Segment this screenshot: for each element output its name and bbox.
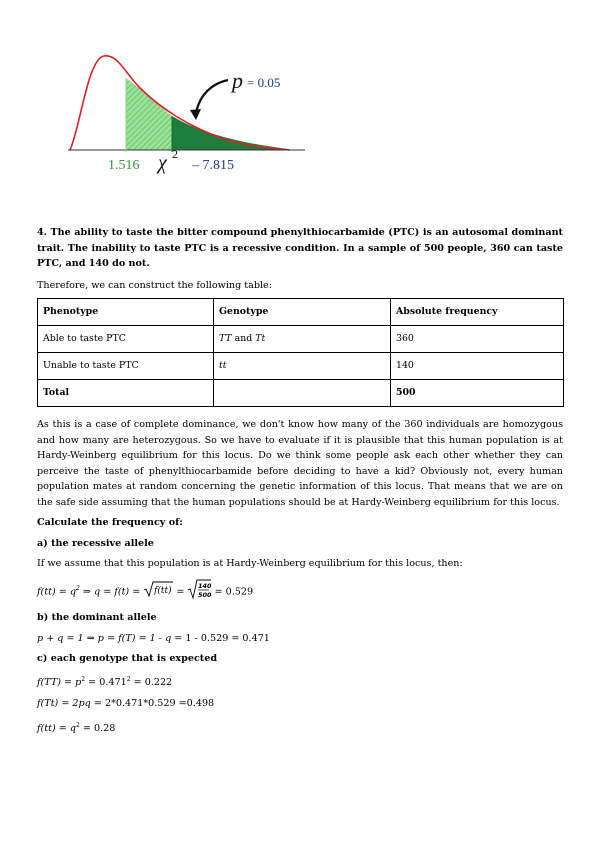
- cell-total-value: 500: [391, 380, 564, 407]
- eq-b-main: p + q = 1 ⇒ p = f(T) = 1 - q: [37, 632, 172, 644]
- cell-frequency: 360: [391, 326, 564, 353]
- header-phenotype: Phenotype: [38, 299, 214, 326]
- dark-shaded-region: [172, 116, 288, 150]
- frequency-table: [37, 298, 564, 407]
- eq-c2-rhs: = 2*0.471*0.529 =0.498: [90, 698, 215, 710]
- part-c-eq2: [37, 696, 563, 712]
- eq-c2-lhs: f(Tt) = 2pq: [37, 698, 91, 710]
- eq-c1-sup1: 2: [81, 675, 86, 683]
- cell-genotype: [214, 353, 391, 380]
- eq-b-result: = 1 - 0.529 = 0.471: [171, 632, 270, 644]
- document-body: [37, 225, 563, 736]
- part-a-equation: [37, 578, 563, 606]
- p-arrow-head: [190, 109, 201, 120]
- table-header-row: [38, 299, 564, 326]
- part-b-heading: b) the dominant allele: [37, 612, 157, 623]
- p-value: = 0.05: [247, 75, 281, 90]
- eq-a-sup: 2: [76, 584, 80, 592]
- part-a-text: If we assume that this population is at Hardy-Weinberg equilibrium for this locus, then:: [37, 558, 463, 569]
- cell-genotype: [214, 326, 391, 353]
- cell-total-label: Total: [38, 380, 214, 407]
- table-total-row: [38, 380, 564, 407]
- light-shaded-region: [126, 78, 172, 150]
- eq-c1-lhs: f(TT) = p: [37, 676, 82, 688]
- cell-total-empty: [214, 380, 391, 407]
- eq-c3-sup: 2: [76, 721, 80, 729]
- x-right-label: – 7.815: [192, 158, 234, 173]
- header-frequency: Absolute frequency: [391, 299, 564, 326]
- table-row: [38, 326, 564, 353]
- fraction-numerator: 140: [198, 581, 212, 590]
- part-c-eq1: [37, 672, 563, 691]
- chi-square-figure: [40, 28, 320, 178]
- part-c-heading: c) each genotype that is expected: [37, 653, 218, 664]
- eq-c1-rhs: = 0.471: [85, 676, 127, 688]
- p-arrow: [196, 80, 228, 112]
- part-a-heading: a) the recessive allele: [37, 537, 154, 549]
- chi-symbol: χ: [158, 152, 167, 174]
- table-intro: Therefore, we can construct the following table:: [37, 279, 272, 291]
- eq-a-mid: ⇒ q = f(t) =: [79, 585, 144, 597]
- eq-c3-rhs: = 0.28: [79, 722, 116, 734]
- cell-frequency: 140: [391, 353, 564, 380]
- genotype-het: Tt: [255, 333, 266, 345]
- sqrt-body: f(tt): [154, 585, 172, 596]
- cell-phenotype: Able to taste PTC: [38, 326, 214, 353]
- x-left-label: 1.516: [108, 158, 140, 173]
- part-b-equation: [37, 631, 563, 647]
- table-row: [38, 353, 564, 380]
- sqrt-ftt: [143, 580, 173, 604]
- p-symbol: p: [232, 68, 243, 93]
- eq-a-eq: =: [173, 585, 188, 597]
- eq-a-result: = 0.529: [211, 585, 254, 597]
- eq-c1-sup2: 2: [126, 675, 131, 683]
- fraction-denominator: 500: [198, 590, 212, 599]
- question-4: 4. The ability to taste the bitter compound phenylthiocarbamide (PTC) is an autosomal dominant trait. The inability to taste PTC is a recessive condition. In a sample of 500 people, 360 can taste PTC, and 140 do not.: [37, 227, 563, 269]
- header-genotype: Genotype: [214, 299, 391, 326]
- genotype-and: and: [231, 333, 256, 345]
- genotype-tt-dominant: TT: [219, 333, 232, 345]
- sqrt-fraction: [187, 578, 211, 606]
- eq-a-lhs: f(tt) = q: [37, 585, 77, 597]
- sqrt-fraction-icon: [187, 578, 211, 600]
- cell-phenotype: Unable to taste PTC: [38, 353, 214, 380]
- calc-heading: Calculate the frequency of:: [37, 517, 183, 528]
- chi-exponent: 2: [172, 147, 178, 161]
- dominance-paragraph: As this is a case of complete dominance, we don't know how many of the 360 individuals are homozygous and how many are heterozygous. So we have to evaluate if it is plausible that this human population is at Hardy-Weinberg equilibrium for this locus. Do we think some people ask each other whether they can perceive the taste of phenylthiocarbamide before deciding to have a kid? Obviously not, every human population mates at random concerning the genetic information of this locus. That means that we are on the safe side assuming that the human populations should be at Hardy-Weinberg equilibrium for this locus.: [37, 419, 563, 508]
- sqrt-sign-icon: [143, 580, 173, 598]
- eq-c1-tail: = 0.222: [130, 676, 173, 688]
- part-c-eq3: [37, 718, 563, 737]
- eq-c3-lhs: f(tt) = q: [37, 722, 77, 734]
- genotype-recessive: tt: [219, 360, 227, 372]
